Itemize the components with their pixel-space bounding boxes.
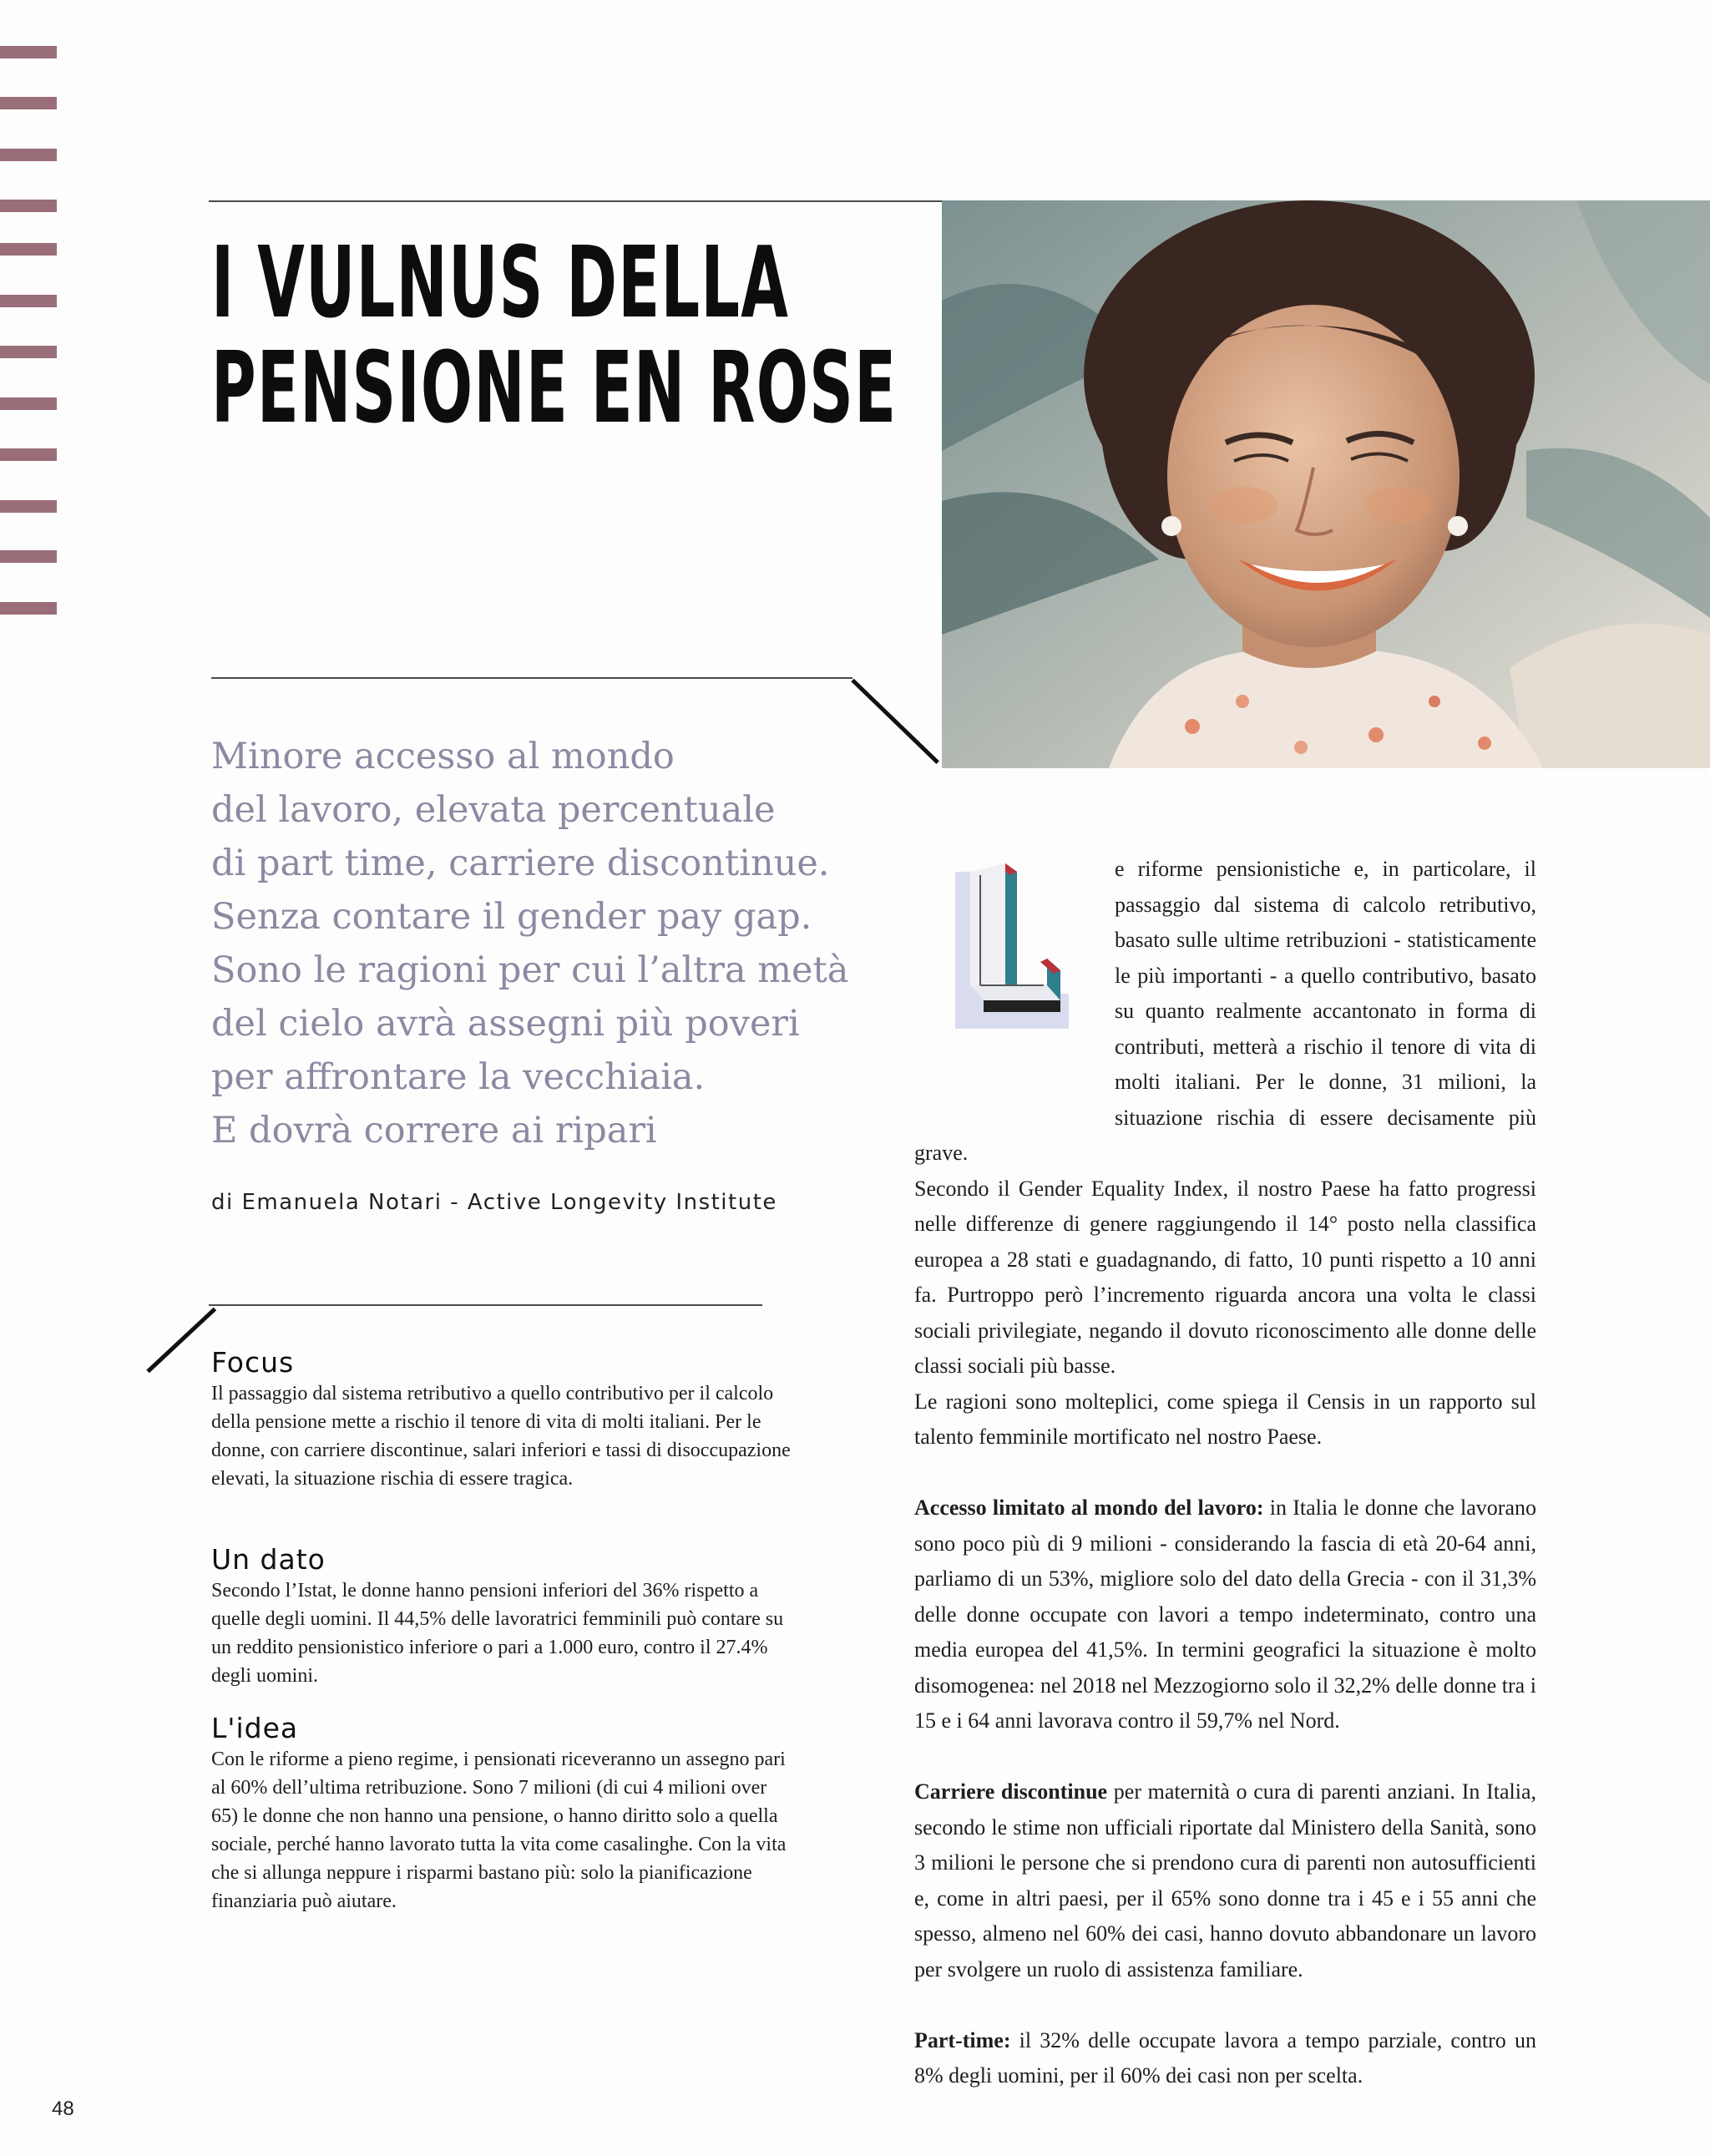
lead-line: del lavoro, elevata percentuale	[211, 789, 776, 831]
data-text: Secondo l’Istat, le donne hanno pensioni inferiori del 36% rispetto a quelle degli uomini. Il 44,5% delle lavoratrici femminili può contare su un reddito pensionistico inferiore o pari a 1.000 euro, contro il 27.4% degli uomini.	[211, 1580, 784, 1687]
data-heading: Un dato	[211, 1543, 326, 1576]
body-paragraph-accesso	[914, 1490, 1536, 1739]
lead-line: Sono le ragioni per cui l’altra metà	[211, 949, 849, 991]
body-paragraph-parttime	[914, 2023, 1536, 2094]
body-paragraph-carriere	[914, 1774, 1536, 1987]
idea-heading: L'idea	[211, 1712, 299, 1744]
portrait-photo	[942, 200, 1710, 768]
stripe	[0, 550, 57, 563]
body-paragraph: Le ragioni sono molteplici, come spiega il Censis in un rapporto sul talento femminile mortificato nel nostro Paese.	[914, 1389, 1536, 1449]
lead-line: di part time, carriere discontinue.	[211, 843, 830, 884]
stripe	[0, 149, 57, 161]
stripe	[0, 97, 57, 109]
stripe	[0, 295, 57, 307]
lead-line: Senza contare il gender pay gap.	[211, 896, 812, 938]
title-top-rule	[209, 200, 944, 202]
parttime-label: Part-time:	[914, 2027, 1011, 2052]
carriere-label: Carriere discontinue	[914, 1779, 1108, 1804]
lead-line: del cielo avrà assegni più poveri	[211, 1003, 800, 1045]
stripe	[0, 46, 57, 58]
sidebar-top-rule	[209, 1304, 762, 1306]
idea-text: Con le riforme a pieno regime, i pensionati riceveranno un assegno pari al 60% dell’ultima retribuzione. Sono 7 milioni (di cui 4 milioni over 65) le donne che non hanno una pensione, o hanno diritto solo a quella sociale, perché hanno lavorato tutta la vita come casalinghe. Con la vita che si allunga neppure i risparmi bastano più: solo la pianificazione finanziaria può aiutare.	[211, 1749, 787, 1912]
stripe	[0, 602, 57, 615]
stripe	[0, 200, 57, 212]
title-line: PENSIONE EN ROSE	[211, 330, 898, 445]
data-box	[211, 1543, 796, 1690]
stripe	[0, 500, 57, 513]
focus-box	[211, 1346, 796, 1493]
title-line: I VULNUS DELLA	[211, 225, 790, 340]
focus-text: Il passaggio dal sistema retributivo a quello contributivo per il calcolo della pensione mette a rischio il tenore di vita di molti italiani. Per le donne, con carriere discontinue, salari inferiori e tassi di disoccupazione elevati, la situazione rischia di essere tragica.	[211, 1383, 791, 1490]
lead-line: Minore accesso al mondo	[211, 736, 675, 777]
stripe	[0, 346, 57, 358]
idea-box	[211, 1712, 796, 1916]
stripe	[0, 448, 57, 461]
sidebar-diagonal-accent	[146, 1308, 216, 1374]
stripe	[0, 243, 57, 256]
lead-top-rule	[211, 677, 852, 679]
article-title	[211, 225, 898, 445]
lead-line: per affrontare la vecchiaia.	[211, 1056, 706, 1098]
carriere-text: per maternità o cura di parenti anziani. In Italia, secondo le stime non ufficiali riportate dal Ministero della Sanità, sono 3 milioni le persone che si prendono cura di parenti non autosufficienti e, come in altri paesi, per il 65% sono donne tra i 45 e i 55 anni che spesso, almeno nel 60% dei casi, hanno dovuto abbandonare un lavoro per svolgere un ruolo di assistenza familiare.	[914, 1779, 1537, 1981]
accesso-text: in Italia le donne che lavorano sono poco più di 9 milioni - considerando la fascia di età 20-64 anni, parliamo di un 53%, migliore solo del dato della Grecia - con il 31,3% delle donne occupate con lavori a tempo indeterminato, contro una media europea del 41,5%. In termini geografici la situazione è molto disomogenea: nel 2018 nel Mezzogiorno solo il 32,2% delle donne tra i 15 e i 64 anni lavorava contro il 59,7% nel Nord.	[914, 1496, 1536, 1733]
focus-heading: Focus	[211, 1346, 295, 1379]
page-number: 48	[52, 2098, 74, 2120]
stripe	[0, 397, 57, 410]
article-lead	[211, 730, 863, 1157]
lead-diagonal-accent	[851, 679, 939, 764]
accesso-label: Accesso limitato al mondo del lavoro:	[914, 1496, 1264, 1520]
author-byline: di Emanuela Notari - Active Longevity Institute	[211, 1190, 777, 1215]
lead-line: E dovrà correre ai ripari	[211, 1110, 657, 1151]
body-paragraph: Secondo il Gender Equality Index, il nostro Paese ha fatto progressi nelle differenze di genere raggiungendo il 14° posto nella classifica europea a 28 stati e guadagnando, di fatto, 10 punti rispetto a 10 anni fa. Purtroppo però l’incremento riguarda ancora una volta le classi sociali privilegiate, negando il dovuto riconoscimento alle donne delle classi sociali più basse.	[914, 1176, 1536, 1378]
body-paragraph: e riforme pensionistiche e, in particolare, il passaggio dal sistema di calcolo retributivo, basato sulle ultime retribuzioni - statisticamente le più importanti - a quello contributivo, basato su quanto realmente accantonato in forma di contributi, metterà a rischio il tenore di vita di molti italiani. Per le donne, 31 milioni, la situazione rischia di essere decisamente più grave.	[914, 857, 1536, 1165]
parttime-text: il 32% delle occupate lavora a tempo parziale, contro un 8% degli uomini, per il 60% dei casi non per scelta.	[914, 2027, 1536, 2088]
article-body	[914, 852, 1536, 2094]
